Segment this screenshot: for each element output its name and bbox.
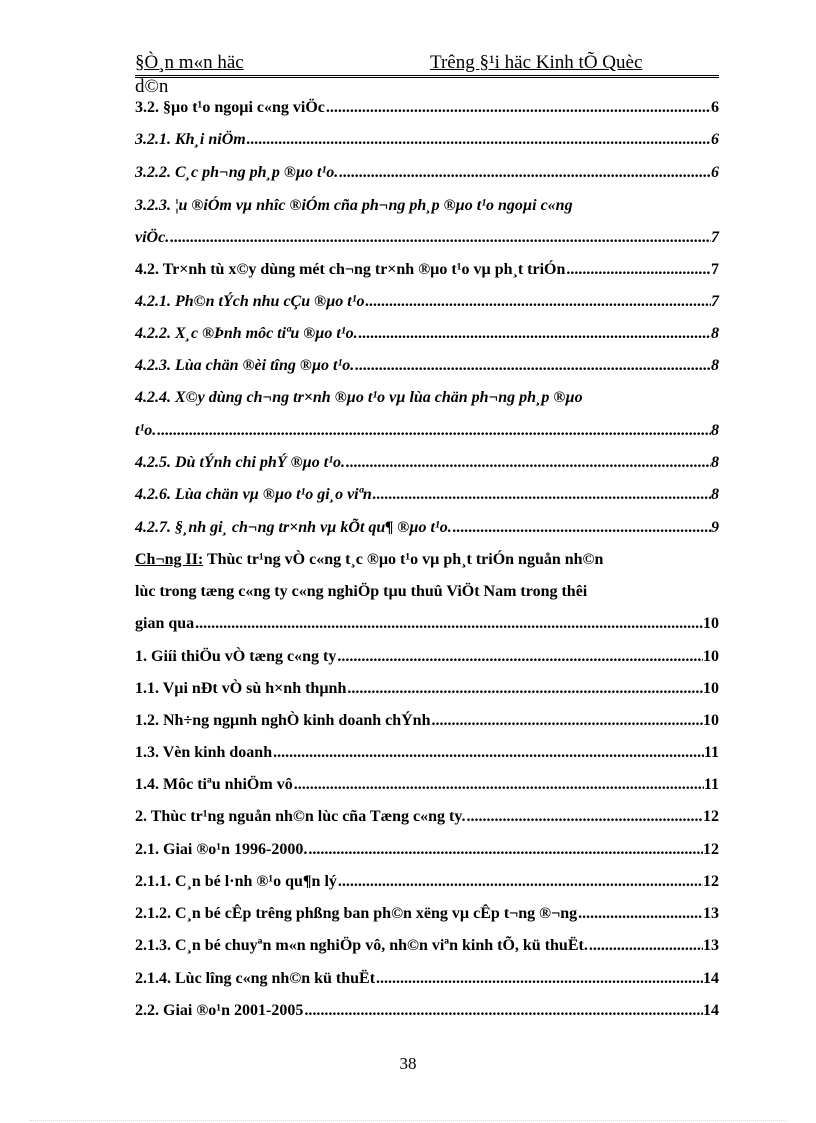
toc-entry[interactable]: t¹o. ..... 8: [135, 419, 719, 443]
toc-page-number: 8: [711, 486, 719, 503]
header-continuation: d©n: [135, 76, 169, 97]
toc-page-number: 6: [711, 131, 719, 148]
toc-page-number: 8: [711, 325, 719, 342]
header-rule: [135, 75, 719, 76]
toc-page-number: 11: [703, 744, 719, 761]
toc-page-number: 8: [711, 454, 719, 471]
toc-page-number: 13: [703, 905, 719, 922]
toc-page-number: 6: [711, 99, 719, 116]
toc-entry[interactable]: 4.2.7. §¸nh gi¸ ch¬ng tr×nh vµ kÕt qu¶ ®µo t¹o. ..... 9: [135, 516, 719, 540]
header-right: Trêng §¹i häc Kinh tÕ Quèc: [430, 52, 643, 73]
toc-entry[interactable]: 1.3. Vèn kinh doanh ..... 11: [135, 741, 719, 765]
toc-page-number: 7: [711, 261, 719, 278]
toc-page-number: 12: [703, 808, 719, 825]
toc-entry[interactable]: 1.1. Vµi nÐt vÒ sù h×nh thµnh ..... 10: [135, 677, 719, 701]
toc-page-number: 14: [703, 1002, 719, 1019]
toc-entry[interactable]: 2.2. Giai ®o¹n 2001-2005 ..... 14: [135, 999, 719, 1023]
toc-entry[interactable]: 2.1. Giai ®o¹n 1996-2000. ..... 12: [135, 838, 719, 862]
toc-chapter-heading[interactable]: Ch¬ng II: Thùc tr¹ng vÒ c«ng t¸c ®µo t¹o vµ ph¸t triÓn nguån nh©n: [135, 551, 604, 568]
toc-entry[interactable]: 2.1.4. Lùc lîng c«ng nh©n kü thuËt ..... 14: [135, 967, 719, 991]
toc-page-number: 12: [703, 873, 719, 890]
toc-page-number: 10: [703, 680, 719, 697]
toc-entry[interactable]: 3.2. §µo t¹o ngoµi c«ng viÖc ..... 6: [135, 96, 719, 120]
toc-page-number: 12: [703, 841, 719, 858]
toc-page-number: 10: [703, 712, 719, 729]
chapter-label: Ch¬ng II:: [135, 551, 204, 568]
toc-entry[interactable]: gian qua ..... 10: [135, 612, 719, 636]
toc-entry[interactable]: 3.2.1. Kh¸i niÖm ..... 6: [135, 128, 719, 152]
toc-entry[interactable]: 4.2.3. Lùa chän ®èi tîng ®µo t¹o. ..... 8: [135, 354, 719, 378]
toc-entry[interactable]: 4.2.4. X©y dùng ch¬ng tr×nh ®µo t¹o vµ lùa chän ph¬ng ph¸p ®µo: [135, 389, 583, 406]
toc-page-number: 9: [711, 519, 719, 536]
toc-entry[interactable]: 2.1.2. C¸n bé cÊp trêng phßng ban ph©n xëng vµ cÊp t¬ng ®¬ng ..... 13: [135, 902, 719, 926]
toc-entry[interactable]: 4.2.5. Dù tÝnh chi phÝ ®µo t¹o. ..... 8: [135, 451, 719, 475]
toc-entry[interactable]: 1.2. Nh÷ng ngµnh nghÒ kinh doanh chÝnh ..... 10: [135, 709, 719, 733]
page-bottom-border: [30, 1120, 786, 1121]
toc-page-number: 7: [711, 229, 719, 246]
toc-entry[interactable]: 2.1.1. C¸n bé l·nh ®¹o qu¶n lý ..... 12: [135, 870, 719, 894]
toc-entry[interactable]: 4.2. Tr×nh tù x©y dùng mét ch¬ng tr×nh ®µo t¹o vµ ph¸t triÓn ..... 7: [135, 258, 719, 282]
toc-entry[interactable]: 4.2.1. Ph©n tÝch nhu cÇu ®µo t¹o ..... 7: [135, 290, 719, 314]
toc-entry[interactable]: 1. Giíi thiÖu vÒ tæng c«ng ty ..... 10: [135, 645, 719, 669]
header-rule-double: [135, 77, 719, 78]
toc-page-number: 8: [711, 357, 719, 374]
toc-entry[interactable]: 4.2.2. X¸c ®Þnh môc tiªu ®µo t¹o. ..... 8: [135, 322, 719, 346]
toc-entry[interactable]: viÖc. ..... 7: [135, 226, 719, 250]
toc-entry[interactable]: 3.2.2. C¸c ph¬ng ph¸p ®µo t¹o. ..... 6: [135, 161, 719, 185]
header-left: §Ò¸n m«n häc: [135, 52, 244, 73]
toc-page-number: 10: [703, 648, 719, 665]
toc-entry[interactable]: 3.2.3. ¦u ®iÓm vµ nhîc ®iÓm cña ph¬ng ph¸p ®µo t¹o ngoµi c«ng: [135, 197, 573, 214]
toc-entry[interactable]: 4.2.6. Lùa chän vµ ®µo t¹o gi¸o viªn ..... 8: [135, 483, 719, 507]
running-header: [135, 52, 719, 74]
toc-page-number: 6: [711, 164, 719, 181]
toc-page-number: 8: [711, 422, 719, 439]
toc-entry[interactable]: 2. Thùc tr¹ng nguån nh©n lùc cña Tæng c«ng ty. ..... 12: [135, 805, 719, 829]
toc-page-number: 14: [703, 970, 719, 987]
toc-entry[interactable]: lùc trong tæng c«ng ty c«ng nghiÖp tµu thuû ViÖt Nam trong thêi: [135, 583, 588, 600]
toc-page-number: 10: [703, 615, 719, 632]
toc-page-number: 7: [711, 293, 719, 310]
page-number: 38: [399, 1054, 417, 1073]
toc-entry[interactable]: 2.1.3. C¸n bé chuyªn m«n nghiÖp vô, nh©n viªn kinh tÕ, kü thuËt. ..... 13: [135, 934, 719, 958]
toc-page-number: 13: [703, 937, 719, 954]
toc-page-number: 11: [703, 776, 719, 793]
toc-entry[interactable]: 1.4. Môc tiªu nhiÖm vô ..... 11: [135, 773, 719, 797]
